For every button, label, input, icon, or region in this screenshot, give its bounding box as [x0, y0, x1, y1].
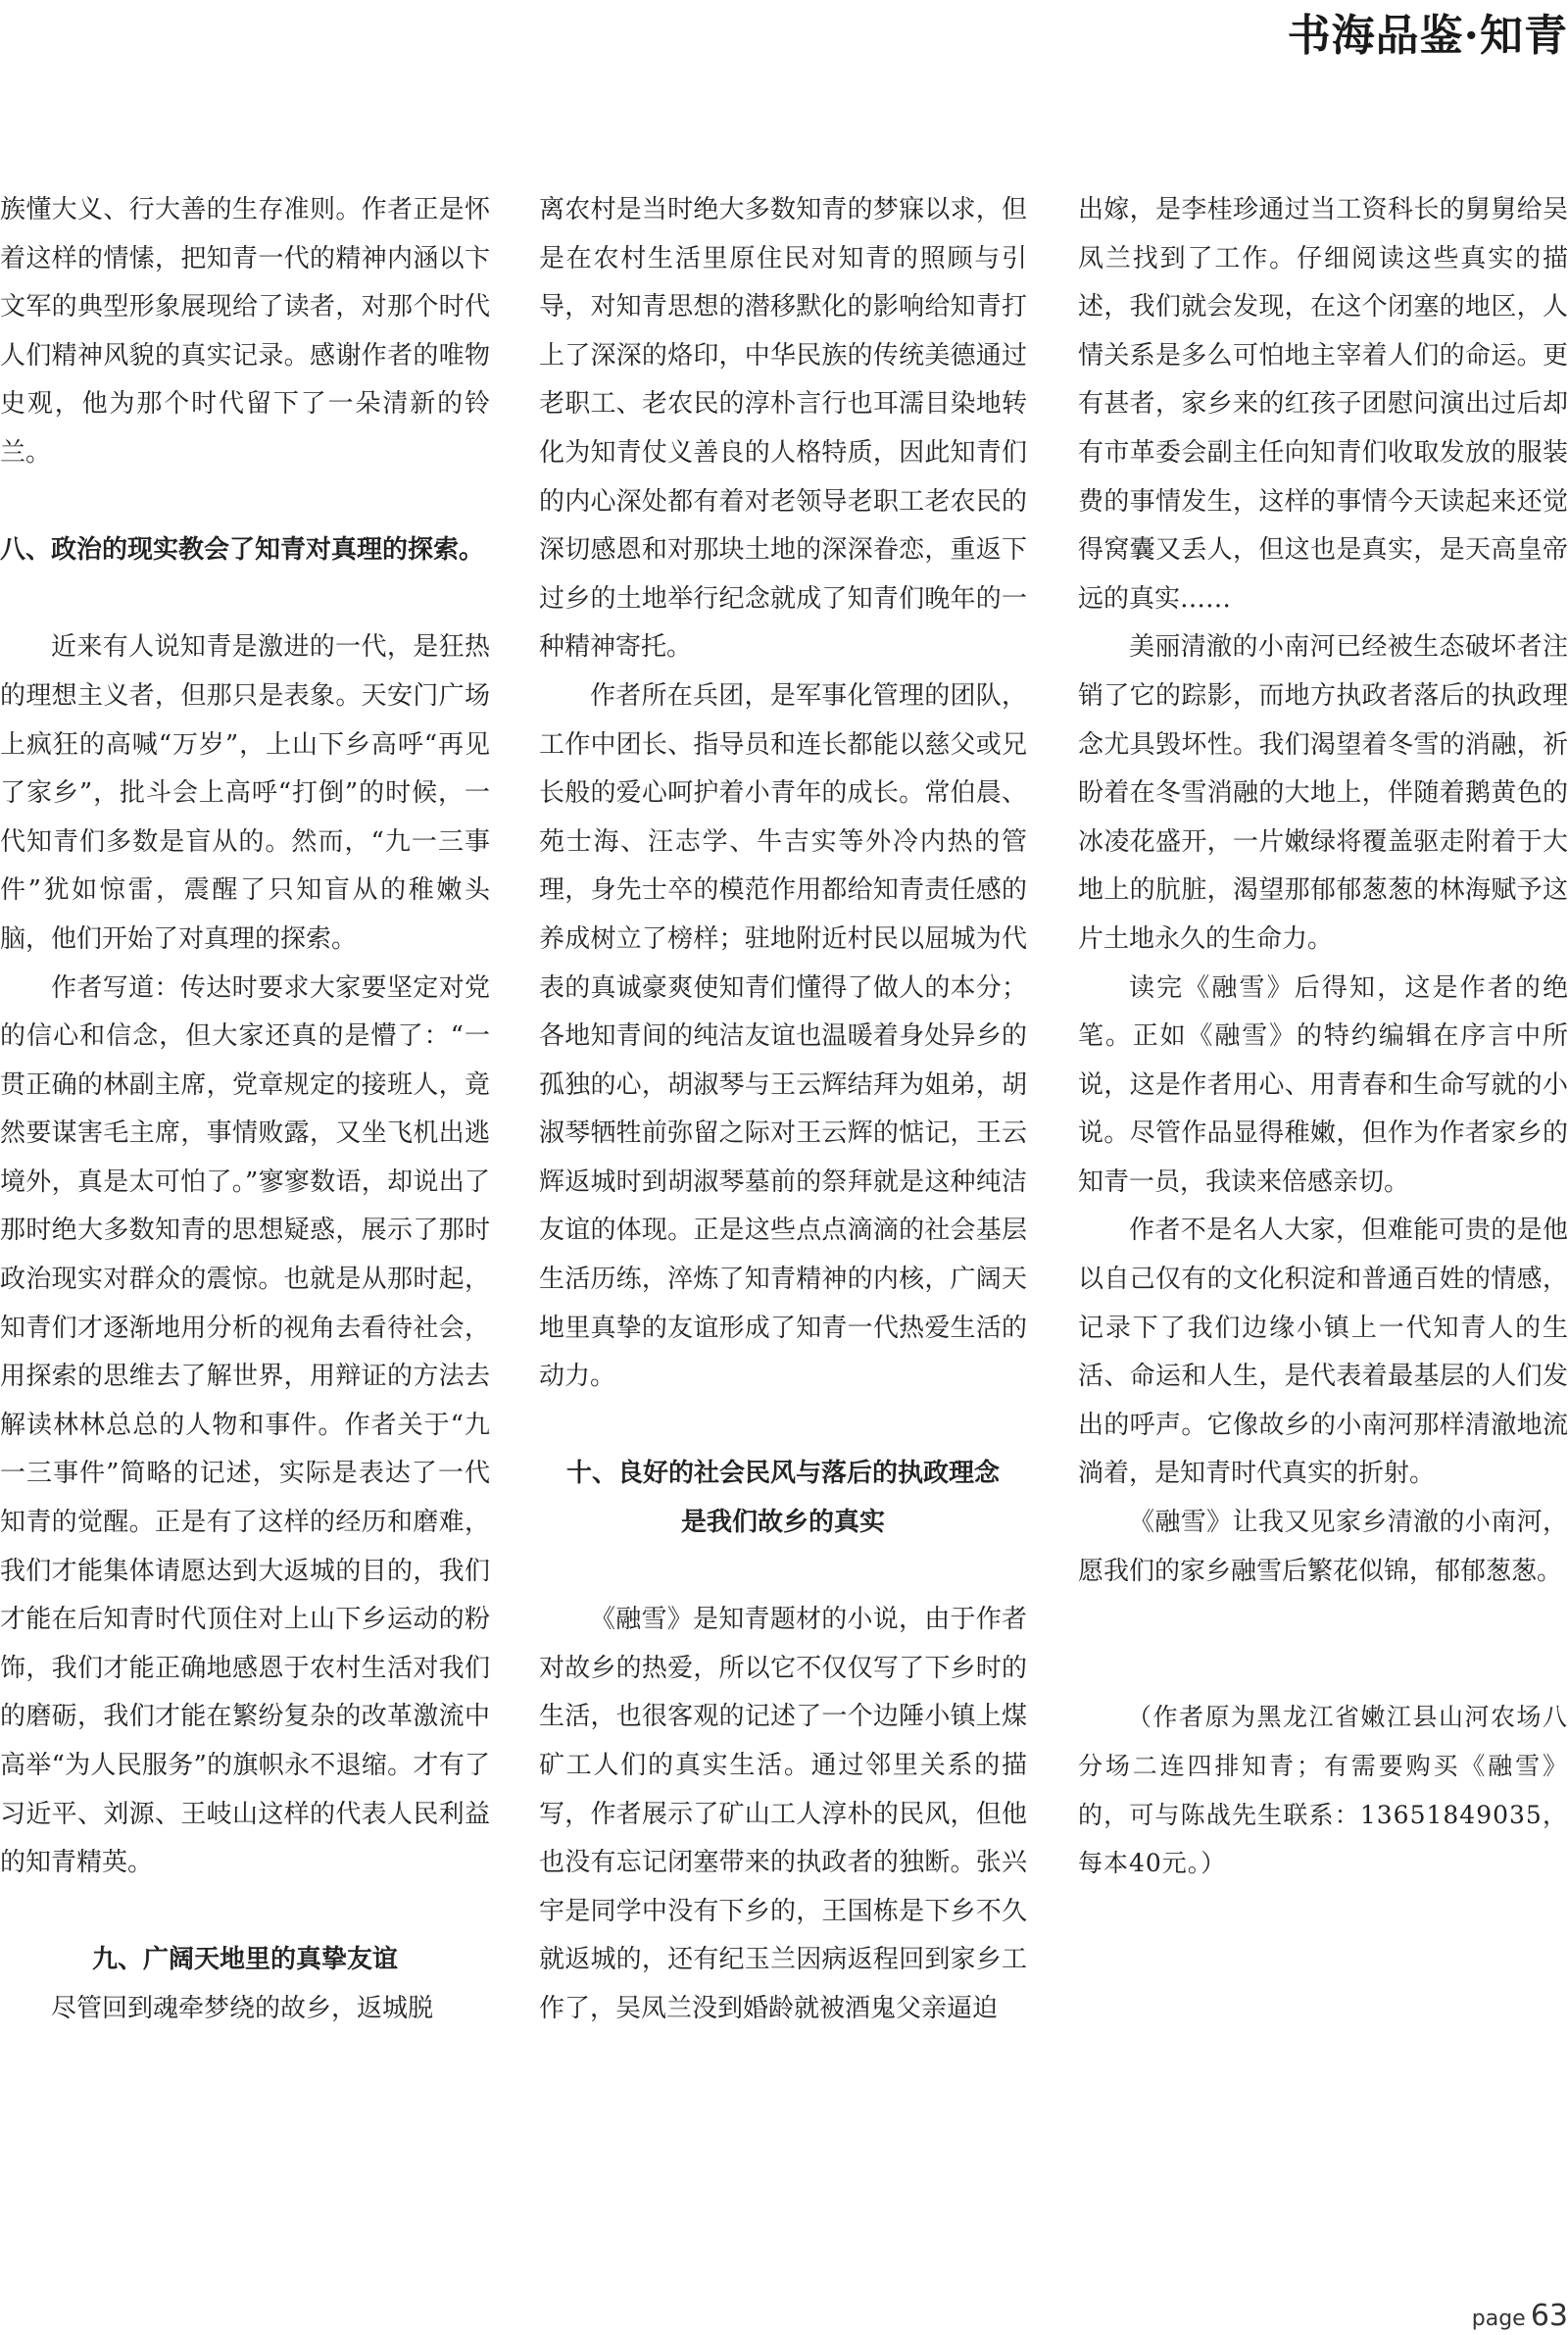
spacer [539, 1548, 1027, 1597]
paragraph: 《融雪》让我又见家乡清澈的小南河，愿我们的家乡融雪后繁花似锦，郁郁葱葱。 [1078, 1508, 1568, 1586]
spacer [0, 575, 490, 624]
paragraph: 尽管回到魂牵梦绕的故乡，返城脱 [51, 1993, 434, 2023]
paragraph: 作者所在兵团，是军事化管理的团队，工作中团长、指导员和连长都能以慈父或兄长般的爱心呵护着小青年的成长。常伯晨、苑士海、汪志学、牛吉实等外冷内热的管理，身先士卒的模范作用都给知青责任感的养成树立了榜样；驻地附近村民以屈城为代表的真诚豪爽使知青们懂得了做人的本分；各地知青间的纯洁友谊也温暖着身处异乡的孤独的心，胡淑琴与王云辉结拜为姐弟，胡淑琴牺牲前弥留之际对王云辉的惦记，王云辉返城时到胡淑琴墓前的祭拜就是这种纯洁友谊的体现。正是这些点点滴滴的社会基层生活历练，淬炼了知青精神的内核，广阔天地里真挚的友谊形成了知青一代热爱生活的动力。 [539, 680, 1027, 1392]
section-heading: 九、广阔天地里的真挚友谊 [91, 1945, 398, 1975]
page-number [1472, 2299, 1568, 2333]
column-right [1078, 186, 1568, 1888]
section-heading: 十、良好的社会民风与落后的执政理念 [565, 1459, 1000, 1489]
paragraph: 近来有人说知青是激进的一代，是狂热的理想主义者，但那只是表象。天安门广场上疯狂的高喊“万岁”，上山下乡高呼“再见了家乡”，批斗会上高呼“打倒”的时候，一代知青们多数是盲从的。然而，“九一三事件”犹如惊雷，震醒了只知盲从的稚嫩头脑，他们开始了对真理的探索。 [0, 632, 490, 954]
author-note: （作者原为黑龙江省嫩江县山河农场八分场二连四排知青；有需要购买《融雪》的，可与陈战先生联系：13651849035，每本40元。） [1078, 1703, 1568, 1878]
spacer [1078, 1645, 1568, 1694]
section-header: 书海品鉴·知青 [1287, 11, 1568, 61]
paragraph: 作者不是名人大家，但难能可贵的是他以自己仅有的文化积淀和普通百姓的情感，记录下了我们边缘小镇上一代知青人的生活、命运和人生，是代表着最基层的人们发出的呼声。它像故乡的小南河那样清澈地流淌着，是知青时代真实的折射。 [1078, 1216, 1568, 1489]
section-heading: 八、政治的现实教会了知青对真理的探索。 [0, 535, 485, 566]
paragraph: 《融雪》是知青题材的小说，由于作者对故乡的热爱，所以它不仅仅写了下乡时的生活，也很客观的记述了一个边陲小镇上煤矿工人们的真实生活。通过邻里关系的描写，作者展示了矿山工人淳朴的民风，但他也没有忘记闭塞带来的执政者的独断。张兴宇是同学中没有下乡的，王国栋是下乡不久就返城的，还有纪玉兰因病返程回到家乡工作了，吴凤兰没到婚龄就被酒鬼父亲逼迫 [539, 1605, 1027, 2023]
paragraph: 族懂大义、行大善的生存准则。作者正是怀着这样的情愫，把知青一代的精神内涵以卞文军的典型形象展现给了读者，对那个时代人们精神风貌的真实记录。感谢作者的唯物史观，他为那个时代留下了一朵清新的铃兰。 [0, 195, 490, 468]
column-middle [539, 186, 1027, 2034]
section-heading: 是我们故乡的真实 [680, 1508, 885, 1538]
column-left [0, 186, 490, 2034]
page-label: page [1471, 2307, 1526, 2331]
paragraph: 出嫁，是李桂珍通过当工资科长的舅舅给吴凤兰找到了工作。仔细阅读这些真实的描述，我们就会发现，在这个闭塞的地区，人情关系是多么可怕地主宰着人们的命运。更有甚者，家乡来的红孩子团慰问演出过后却有市革委会副主任向知青们收取发放的服装费的事情发生，这样的事情今天读起来还觉得窝囊又丢人，但这也是真实，是天高皇帝远的真实…… [1078, 195, 1568, 614]
page-number-value: 63 [1530, 2299, 1568, 2333]
paragraph: 作者写道：传达时要求大家要坚定对党的信心和信念，但大家还真的是懵了：“一贯正确的林副主席，党章规定的接班人，竟然要谋害毛主席，事情败露，又坐飞机出逃境外，真是太可怕了。”寥寥数语，却说出了那时绝大多数知青的思想疑惑，展示了那时政治现实对群众的震惊。也就是从那时起，知青们才逐渐地用分析的视角去看待社会，用探索的思维去了解世界，用辩证的方法去解读林林总总的人物和事件。作者关于“九一三事件”简略的记述，实际是表达了一代知青的觉醒。正是有了这样的经历和磨难，我们才能集体请愿达到大返城的目的，我们才能在后知青时代顶住对上山下乡运动的粉饰，我们才能正确地感恩于农村生活对我们的磨砺，我们才能在繁纷复杂的改革激流中高举“为人民服务”的旗帜永不退缩。才有了习近平、刘源、王岐山这样的代表人民利益的知青精英。 [0, 972, 490, 1878]
spacer [539, 1402, 1027, 1451]
paragraph: 美丽清澈的小南河已经被生态破坏者注销了它的踪影，而地方执政者落后的执政理念尤具毁坏性。我们渴望着冬雪的消融，祈盼着在冬雪消融的大地上，伴随着鹅黄色的冰凌花盛开，一片嫩绿将覆盖驱走附着于大地上的肮脏，渴望那郁郁葱葱的林海赋予这片土地永久的生命力。 [1078, 632, 1568, 954]
spacer [0, 478, 490, 527]
spacer [1078, 1596, 1568, 1645]
spacer [0, 1888, 490, 1937]
paragraph: 读完《融雪》后得知，这是作者的绝笔。正如《融雪》的特约编辑在序言中所说，这是作者用心、用青春和生命写就的小说。尽管作品显得稚嫩，但作为作者家乡的知青一员，我读来倍感亲切。 [1078, 972, 1568, 1197]
paragraph: 离农村是当时绝大多数知青的梦寐以求，但是在农村生活里原住民对知青的照顾与引导，对知青思想的潜移默化的影响给知青打上了深深的烙印，中华民族的传统美德通过老职工、老农民的淳朴言行也耳濡目染地转化为知青仗义善良的人格特质，因此知青们的内心深处都有着对老领导老职工老农民的深切感恩和对那块土地的深深眷恋，重返下过乡的土地举行纪念就成了知青们晚年的一种精神寄托。 [539, 195, 1027, 663]
